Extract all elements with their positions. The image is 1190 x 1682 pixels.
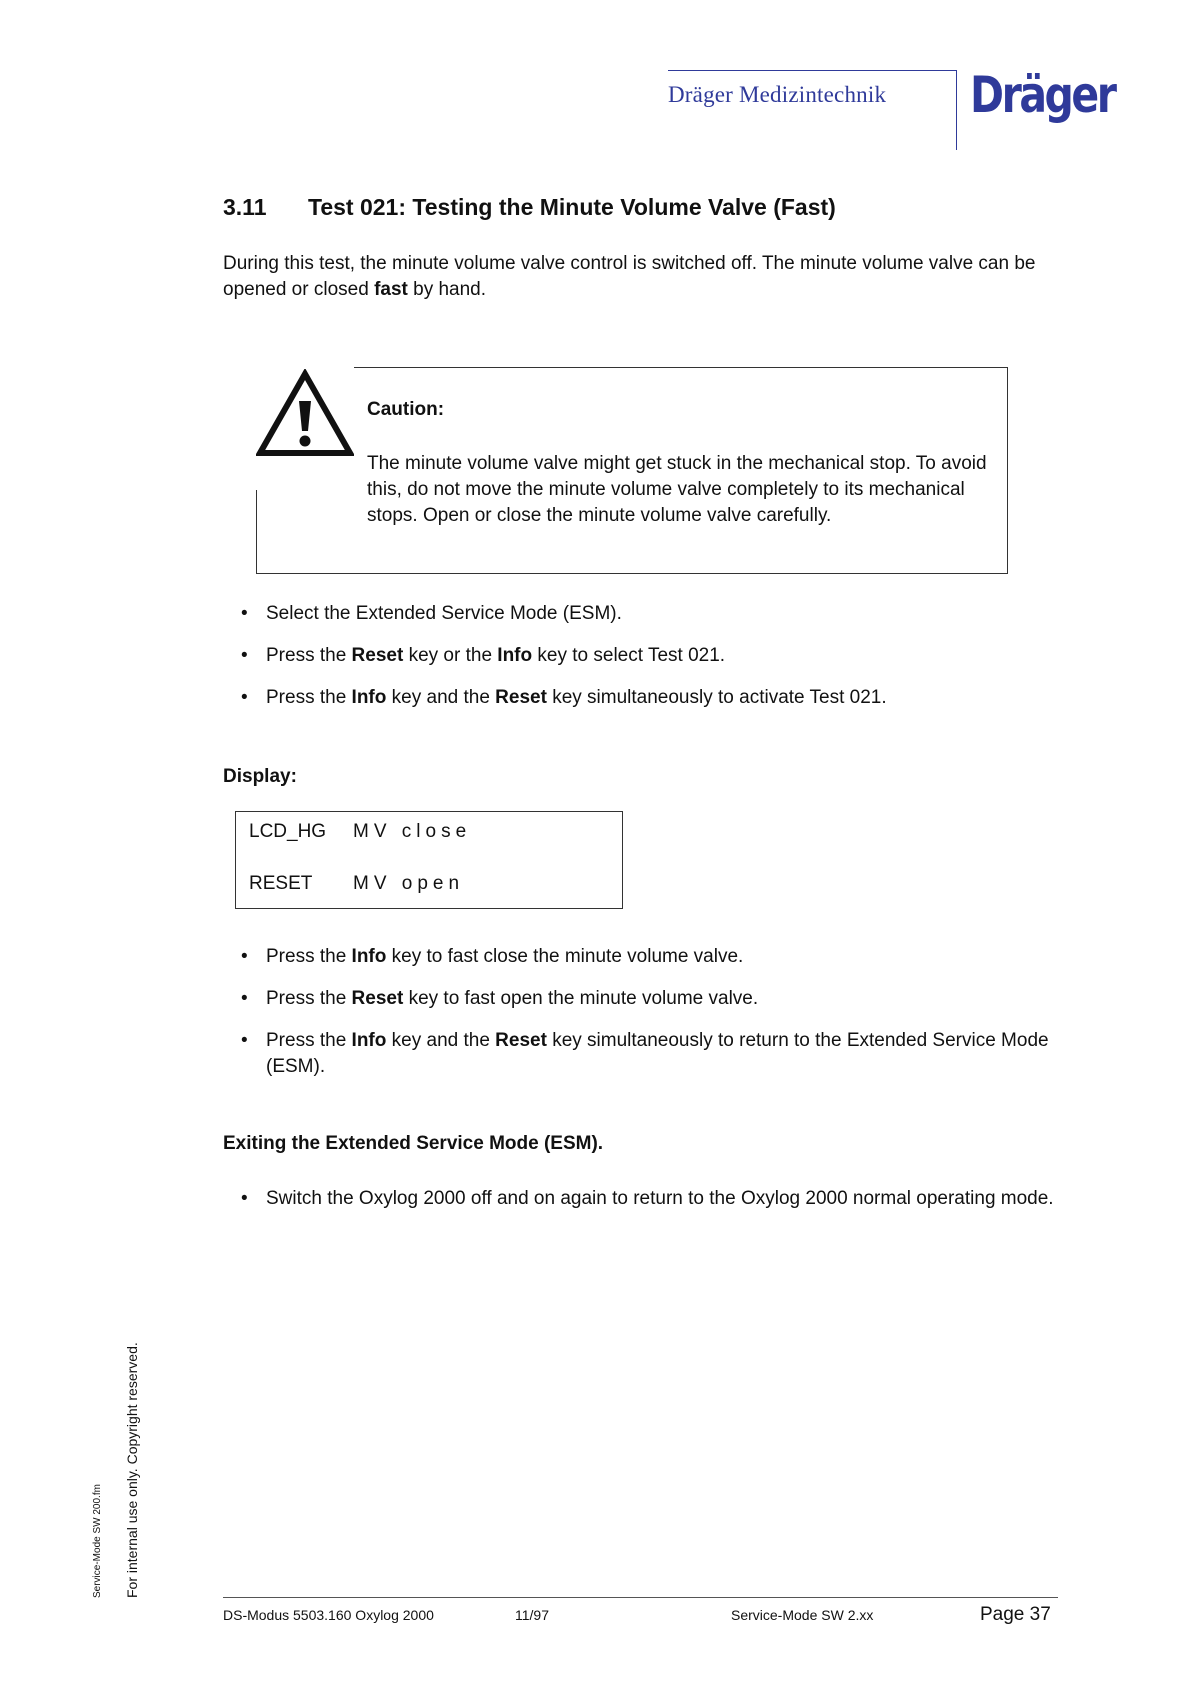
step-text: Press the (266, 687, 352, 708)
key-name: Info (351, 687, 387, 708)
step-text: Press the (266, 988, 352, 1009)
lcd-value: MV close (353, 821, 472, 842)
lcd-row (249, 821, 471, 843)
key-name: Reset (495, 687, 547, 708)
list-item (238, 986, 1068, 1012)
lcd-key: RESET (249, 873, 313, 894)
caution-border (256, 490, 257, 574)
lcd-display (235, 811, 623, 909)
bullet-icon: • (241, 1188, 248, 1209)
bullet-icon: • (241, 988, 248, 1009)
header-rule (668, 70, 956, 71)
key-name: Info (497, 645, 533, 666)
bullet-icon: • (241, 645, 248, 666)
header-divider (956, 70, 957, 150)
key-name: Reset (351, 988, 404, 1009)
company-name: Dräger Medizintechnik (668, 82, 887, 107)
footer-page-count: 11/97 (515, 1607, 549, 1623)
steps-list-operate (238, 944, 1068, 1096)
footer-mode: Service-Mode SW 2.xx (731, 1607, 874, 1623)
lcd-value: MV open (353, 873, 465, 894)
step-text: Press the (266, 645, 352, 666)
steps-list-exit (238, 1186, 1068, 1228)
list-item (238, 643, 1068, 669)
list-item (238, 1186, 1068, 1212)
list-item (238, 1028, 1068, 1080)
caution-box (256, 367, 1008, 574)
step-text: Press the (266, 946, 352, 967)
caution-border (354, 367, 1008, 368)
section-title: Test 021: Testing the Minute Volume Valve (Fast) (308, 194, 836, 220)
bullet-icon: • (241, 603, 248, 624)
exit-heading: Exiting the Extended Service Mode (ESM). (223, 1133, 604, 1154)
warning-triangle-icon (256, 369, 354, 457)
display-label: Display: (223, 766, 297, 787)
intro-paragraph (223, 251, 1063, 303)
lcd-row (249, 873, 464, 895)
side-copyright-notice: For internal use only. Copyright reserved. (124, 1342, 140, 1598)
key-name: Reset (495, 1030, 547, 1051)
step-text: key simultaneously to activate Test 021. (546, 687, 887, 708)
intro-bold: fast (374, 279, 408, 300)
step-text: Press the (266, 1030, 352, 1051)
step-text: Switch the Oxylog 2000 off and on again to return to the Oxylog 2000 normal operating mode. (266, 1188, 1054, 1209)
step-text: key or the (403, 645, 498, 666)
list-item (238, 685, 1068, 711)
steps-list-activate (238, 601, 1068, 727)
caution-border (1007, 367, 1008, 574)
step-text: key and the (386, 687, 496, 708)
side-file-name: Service-Mode SW 200.fm (92, 1484, 103, 1598)
list-item (238, 601, 1068, 627)
intro-text: During this test, the minute volume valve control is switched off. The minute volume valve can be opened or closed (223, 253, 1036, 300)
footer-document-id: DS-Modus 5503.160 Oxylog 2000 (223, 1607, 434, 1623)
bullet-icon: • (241, 1030, 248, 1051)
page-number: Page 37 (980, 1604, 1051, 1625)
caution-text: The minute volume valve might get stuck in the mechanical stop. To avoid this, do not move the minute volume valve completely to its mechanical stops. Open or close the minute volume valve carefully. (367, 453, 987, 526)
key-name: Info (351, 1030, 387, 1051)
lcd-key: LCD_HG (249, 821, 327, 842)
step-text: key to fast close the minute volume valve. (386, 946, 744, 967)
intro-text-end: by hand. (407, 279, 487, 300)
brand-logo: Dräger (970, 66, 1115, 124)
key-name: Reset (351, 645, 404, 666)
caution-title: Caution: (367, 399, 445, 420)
step-text: key to fast open the minute volume valve. (403, 988, 759, 1009)
key-name: Info (351, 946, 387, 967)
step-text: Select the Extended Service Mode (ESM). (266, 603, 622, 624)
footer-rule (223, 1597, 1058, 1598)
caution-border (256, 573, 1008, 574)
step-text: key and the (386, 1030, 496, 1051)
step-text: key simultaneously to return to the Extended Service Mode (ESM). (266, 1030, 1049, 1077)
step-text: key to select Test 021. (532, 645, 726, 666)
bullet-icon: • (241, 687, 248, 708)
bullet-icon: • (241, 946, 248, 967)
list-item (238, 944, 1068, 970)
section-number: 3.11 (223, 194, 267, 220)
